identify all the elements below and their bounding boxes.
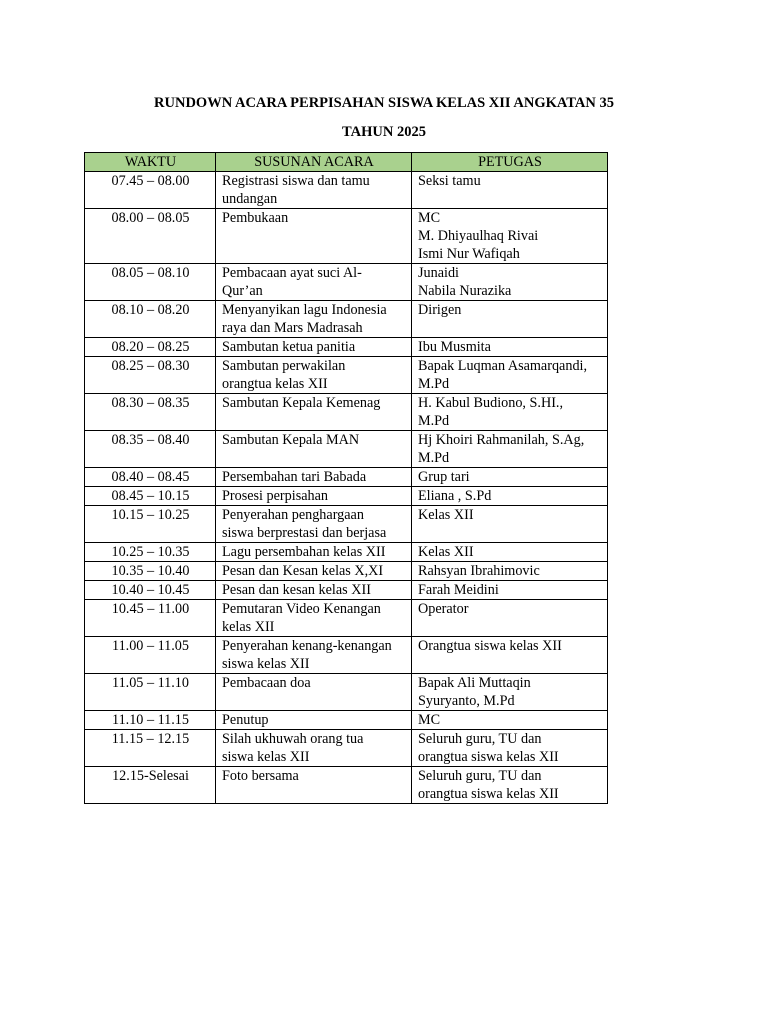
officer-cell	[412, 487, 608, 506]
time-cell: 11.05 – 11.10	[85, 674, 216, 711]
event-text-line: undangan	[222, 191, 278, 207]
officer-text-line: M.Pd	[418, 413, 450, 429]
event-cell	[216, 172, 412, 209]
table-row	[85, 487, 608, 506]
officer-cell	[412, 562, 608, 581]
table-row	[85, 468, 608, 487]
time-cell: 08.10 – 08.20	[85, 301, 216, 338]
event-cell	[216, 357, 412, 394]
event-cell	[216, 562, 412, 581]
table-row	[85, 209, 608, 264]
officer-text-line: M.Pd	[418, 450, 450, 466]
event-cell	[216, 674, 412, 711]
officer-text-line: Ibu Musmita	[418, 339, 491, 355]
event-text-line: Pesan dan kesan kelas XII	[222, 582, 371, 598]
officer-text-line: Bapak Luqman Asamarqandi,	[418, 358, 588, 374]
officer-text-line: Farah Meidini	[418, 582, 499, 598]
event-text-line: orangtua kelas XII	[222, 376, 328, 392]
officer-text-line: Dirigen	[418, 302, 462, 318]
event-text-line: Qur’an	[222, 283, 263, 299]
time-cell: 10.15 – 10.25	[85, 506, 216, 543]
event-cell	[216, 264, 412, 301]
officer-cell	[412, 506, 608, 543]
time-cell: 11.10 – 11.15	[85, 711, 216, 730]
officer-text-line: Hj Khoiri Rahmanilah, S.Ag,	[418, 432, 585, 448]
officer-text-line: H. Kabul Budiono, S.HI.,	[418, 395, 564, 411]
event-text-line: Sambutan ketua panitia	[222, 339, 356, 355]
event-cell	[216, 543, 412, 562]
table-row	[85, 600, 608, 637]
officer-text-line: Grup tari	[418, 469, 470, 485]
officer-text-line: Bapak Ali Muttaqin	[418, 675, 531, 691]
table-body	[85, 172, 608, 804]
officer-text-line: Operator	[418, 601, 469, 617]
time-cell: 07.45 – 08.00	[85, 172, 216, 209]
column-header-waktu: WAKTU	[85, 153, 216, 172]
table-row	[85, 172, 608, 209]
officer-cell	[412, 581, 608, 600]
event-text-line: Pesan dan Kesan kelas X,XI	[222, 563, 384, 579]
table-row	[85, 562, 608, 581]
event-text-line: Pembacaan doa	[222, 675, 311, 691]
event-text-line: Penyerahan kenang-kenangan	[222, 638, 392, 654]
time-cell: 08.20 – 08.25	[85, 338, 216, 357]
officer-text-line: orangtua siswa kelas XII	[418, 786, 559, 802]
time-cell: 11.15 – 12.15	[85, 730, 216, 767]
event-text-line: siswa kelas XII	[222, 656, 310, 672]
time-cell: 10.35 – 10.40	[85, 562, 216, 581]
event-cell	[216, 767, 412, 804]
event-text-line: Sambutan perwakilan	[222, 358, 346, 374]
time-cell: 10.40 – 10.45	[85, 581, 216, 600]
officer-cell	[412, 711, 608, 730]
event-text-line: Registrasi siswa dan tamu	[222, 173, 370, 189]
event-text-line: Persembahan tari Babada	[222, 469, 367, 485]
event-text-line: Penyerahan penghargaan	[222, 507, 364, 523]
event-cell	[216, 730, 412, 767]
table-header-row	[85, 153, 608, 172]
officer-cell	[412, 674, 608, 711]
event-text-line: Pembacaan ayat suci Al-	[222, 265, 362, 281]
officer-text-line: M. Dhiyaulhaq Rivai	[418, 228, 539, 244]
officer-cell	[412, 468, 608, 487]
time-cell: 08.35 – 08.40	[85, 431, 216, 468]
event-cell	[216, 506, 412, 543]
table-row	[85, 394, 608, 431]
event-text-line: Lagu persembahan kelas XII	[222, 544, 386, 560]
time-cell: 08.00 – 08.05	[85, 209, 216, 264]
table-row	[85, 711, 608, 730]
officer-text-line: Kelas XII	[418, 544, 474, 560]
time-cell: 10.25 – 10.35	[85, 543, 216, 562]
table-row	[85, 357, 608, 394]
event-cell	[216, 468, 412, 487]
officer-cell	[412, 730, 608, 767]
officer-cell	[412, 767, 608, 804]
event-cell	[216, 637, 412, 674]
table-row	[85, 730, 608, 767]
table-row	[85, 264, 608, 301]
time-cell: 08.05 – 08.10	[85, 264, 216, 301]
officer-text-line: Junaidi	[418, 265, 459, 281]
officer-text-line: Seluruh guru, TU dan	[418, 768, 542, 784]
officer-text-line: Ismi Nur Wafiqah	[418, 246, 520, 262]
officer-text-line: Eliana , S.Pd	[418, 488, 492, 504]
event-cell	[216, 338, 412, 357]
officer-text-line: Kelas XII	[418, 507, 474, 523]
event-text-line: siswa kelas XII	[222, 749, 310, 765]
officer-text-line: MC	[418, 712, 441, 728]
officer-cell	[412, 637, 608, 674]
table-row	[85, 431, 608, 468]
event-cell	[216, 301, 412, 338]
event-cell	[216, 209, 412, 264]
event-cell	[216, 394, 412, 431]
officer-text-line: Seluruh guru, TU dan	[418, 731, 542, 747]
officer-cell	[412, 600, 608, 637]
time-cell: 08.25 – 08.30	[85, 357, 216, 394]
event-text-line: Silah ukhuwah orang tua	[222, 731, 364, 747]
document-subtitle-year: TAHUN 2025	[342, 124, 426, 140]
officer-cell	[412, 394, 608, 431]
event-text-line: Menyanyikan lagu Indonesia	[222, 302, 387, 318]
table-row	[85, 674, 608, 711]
officer-cell	[412, 338, 608, 357]
officer-cell	[412, 172, 608, 209]
event-text-line: siswa berprestasi dan berjasa	[222, 525, 387, 541]
event-text-line: Prosesi perpisahan	[222, 488, 328, 504]
table-row	[85, 767, 608, 804]
officer-cell	[412, 357, 608, 394]
rundown-table	[84, 152, 608, 804]
table-row	[85, 506, 608, 543]
event-cell	[216, 711, 412, 730]
table-row	[85, 637, 608, 674]
officer-text-line: MC	[418, 210, 441, 226]
event-text-line: Pemutaran Video Kenangan	[222, 601, 381, 617]
table-row	[85, 338, 608, 357]
officer-cell	[412, 301, 608, 338]
column-header-susunan-acara: SUSUNAN ACARA	[216, 153, 412, 172]
officer-text-line: Orangtua siswa kelas XII	[418, 638, 562, 654]
officer-cell	[412, 431, 608, 468]
time-cell: 08.45 – 10.15	[85, 487, 216, 506]
officer-text-line: M.Pd	[418, 376, 450, 392]
officer-cell	[412, 209, 608, 264]
event-cell	[216, 600, 412, 637]
event-text-line: kelas XII	[222, 619, 275, 635]
event-text-line: Sambutan Kepala MAN	[222, 432, 360, 448]
event-text-line: Sambutan Kepala Kemenag	[222, 395, 381, 411]
officer-text-line: Rahsyan Ibrahimovic	[418, 563, 540, 579]
event-text-line: Foto bersama	[222, 768, 299, 784]
officer-text-line: orangtua siswa kelas XII	[418, 749, 559, 765]
event-text-line: Pembukaan	[222, 210, 289, 226]
event-text-line: Penutup	[222, 712, 269, 728]
time-cell: 11.00 – 11.05	[85, 637, 216, 674]
column-header-petugas: PETUGAS	[412, 153, 608, 172]
table-row	[85, 543, 608, 562]
time-cell: 08.40 – 08.45	[85, 468, 216, 487]
time-cell: 12.15-Selesai	[85, 767, 216, 804]
table-row	[85, 301, 608, 338]
event-cell	[216, 431, 412, 468]
event-text-line: raya dan Mars Madrasah	[222, 320, 363, 336]
event-cell	[216, 581, 412, 600]
event-cell	[216, 487, 412, 506]
time-cell: 10.45 – 11.00	[85, 600, 216, 637]
officer-text-line: Nabila Nurazika	[418, 283, 512, 299]
officer-text-line: Seksi tamu	[418, 173, 481, 189]
officer-cell	[412, 264, 608, 301]
document-title: RUNDOWN ACARA PERPISAHAN SISWA KELAS XII ANGKATAN 35	[154, 95, 614, 111]
time-cell: 08.30 – 08.35	[85, 394, 216, 431]
officer-text-line: Syuryanto, M.Pd	[418, 693, 515, 709]
table-row	[85, 581, 608, 600]
officer-cell	[412, 543, 608, 562]
